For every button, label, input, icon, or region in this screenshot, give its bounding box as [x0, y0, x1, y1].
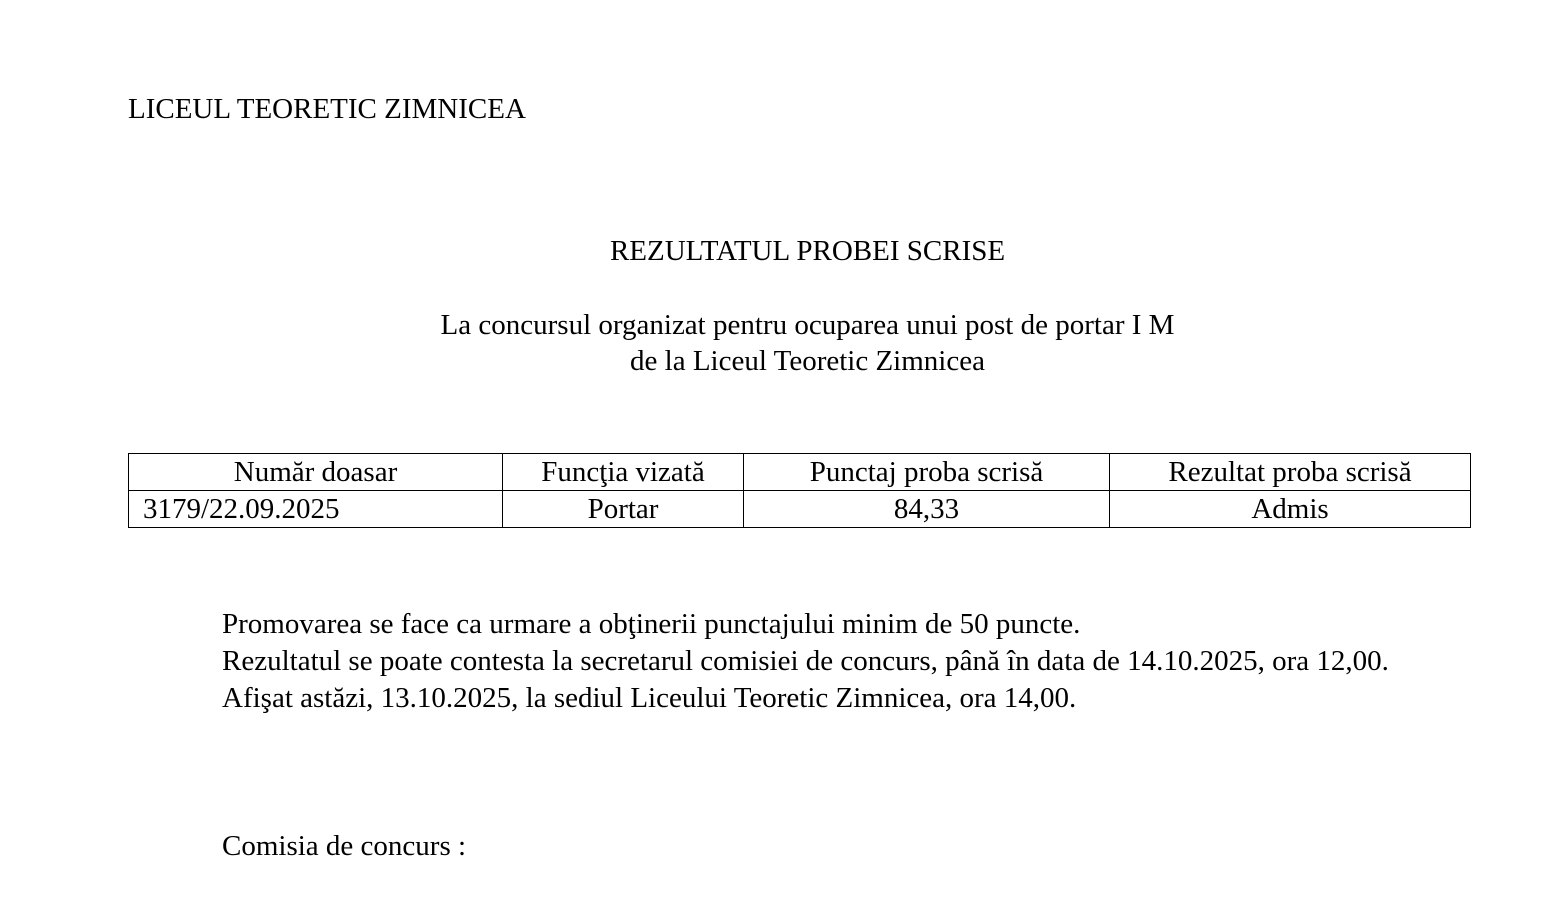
results-table	[128, 453, 1471, 528]
document-title: REZULTATUL PROBEI SCRISE	[609, 235, 1006, 267]
document-subtitle	[0, 307, 1557, 379]
note-posted: Afişat astăzi, 13.10.2025, la sediul Liceului Teoretic Zimnicea, ora 14,00.	[222, 682, 1077, 714]
school-name: LICEUL TEORETIC ZIMNICEA	[128, 93, 526, 125]
committee-label: Comisia de concurs :	[222, 830, 467, 862]
header-written-score: Punctaj proba scrisă	[744, 454, 1110, 491]
cell-position: Portar	[503, 491, 744, 528]
cell-file-number: 3179/22.09.2025	[129, 491, 503, 528]
header-written-result: Rezultat proba scrisă	[1110, 454, 1471, 491]
subtitle-line-1: La concursul organizat pentru ocuparea unui post de portar I M	[440, 309, 1175, 341]
note-promotion: Promovarea se face ca urmare a obţinerii punctajului minim de 50 puncte.	[222, 608, 1081, 640]
table-row	[129, 491, 1471, 528]
notes-block	[222, 606, 1389, 717]
cell-result: Admis	[1110, 491, 1471, 528]
subtitle-line-2: de la Liceul Teoretic Zimnicea	[630, 345, 985, 377]
header-file-number: Număr doasar	[129, 454, 503, 491]
cell-score: 84,33	[744, 491, 1110, 528]
note-appeal: Rezultatul se poate contesta la secretarul comisiei de concurs, până în data de 14.10.2025, ora 12,00.	[222, 645, 1389, 677]
table-header-row	[129, 454, 1471, 491]
header-position: Funcţia vizată	[503, 454, 744, 491]
